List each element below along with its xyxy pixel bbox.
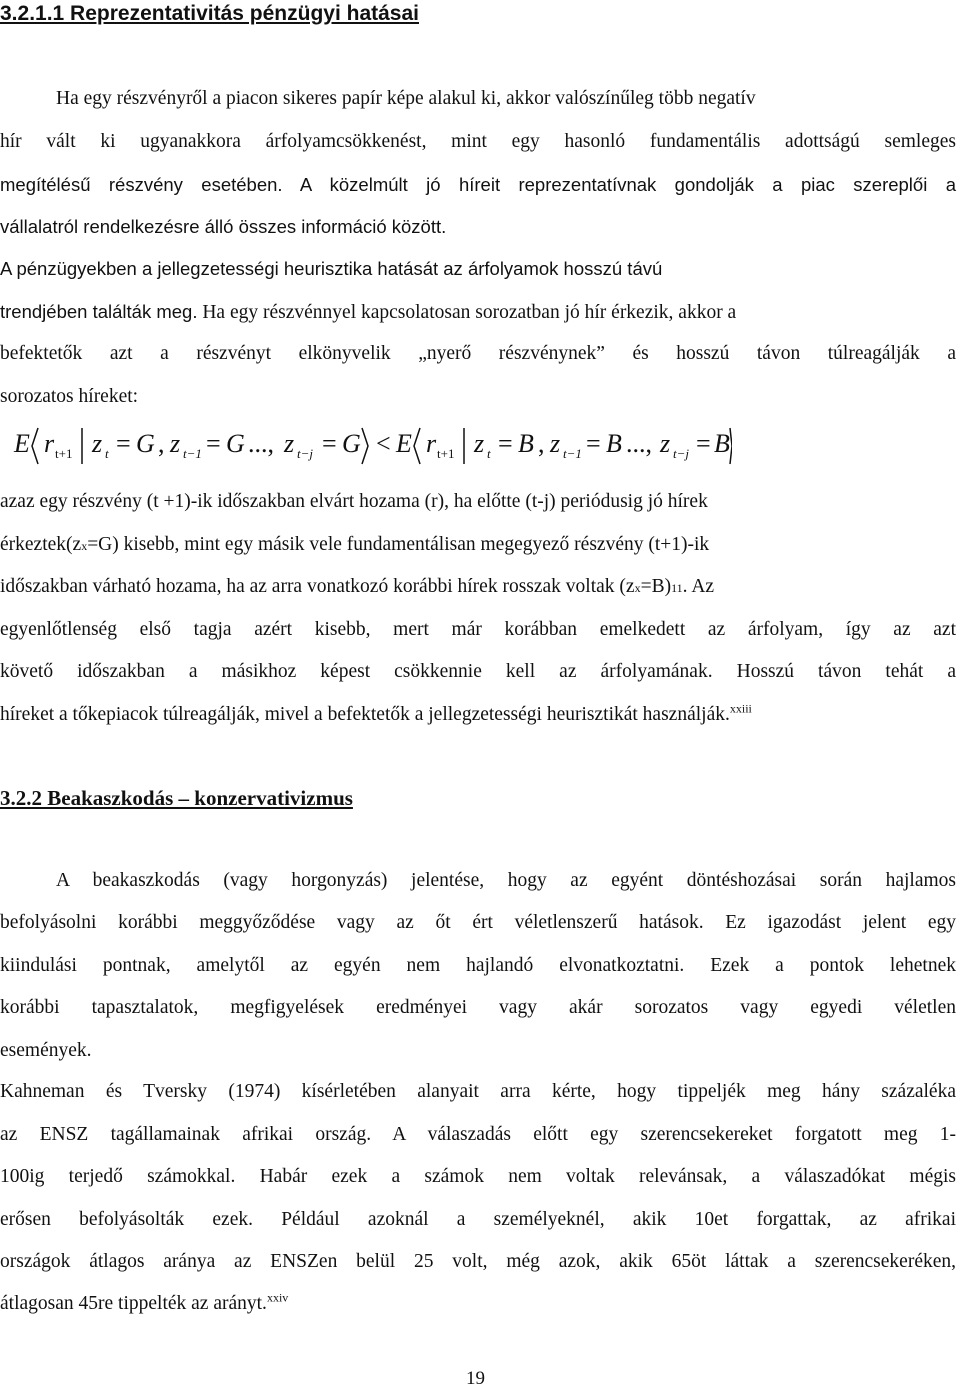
formula-text: t+1 [437,446,455,461]
footnote-ref: xxiii [729,701,752,716]
paragraph-line: befolyásolni korábbi meggyőződése vagy az őt ért véletlenszerű hatások. Ez igazodást jelent egy [0,912,956,933]
formula-text: E [14,429,30,458]
svg-text:,: , [538,429,545,458]
formula-text: t−j [673,446,689,461]
svg-text:=: = [696,429,711,458]
formula-text: B [714,429,730,458]
paragraph-line: az ENSZ tagállamainak afrikai ország. A válaszadás előtt egy szerencsekereket forgatott meg 1- [0,1124,956,1145]
paragraph-line: kiindulási pontnak, amelytől az egyén nem hajlandó elvonatkoztatni. Ezek a pontok lehetnek [0,955,956,976]
paragraph-segment: időszakban várható hozama, ha az arra vonatkozó korábbi hírek rosszak voltak (z [0,576,635,597]
footnote-ref: xxiv [266,1290,289,1305]
page-number: 19 [466,1368,485,1389]
formula-text: z [660,429,671,458]
formula-text: ..., [248,429,274,458]
paragraph-line: sorozatos híreket: [0,386,139,407]
formula-text: z [170,429,181,458]
paragraph-line: A pénzügyekben a jellegzetességi heurisztika hatását az árfolyamok hosszú távú [0,258,663,279]
paragraph-segment: =G) kisebb, mint egy másik vele fundamentálisan megegyező részvény (t+1)-ik [87,534,710,555]
formula-text: r [44,429,55,458]
paragraph-line [0,701,752,726]
paragraph-segment: Ha egy részvénnyel kapcsolatosan sorozatban jó hír érkezik, akkor a [197,302,737,323]
formula-text: < [376,429,391,458]
footnote-ref: 11 [671,581,683,595]
paragraph-segment: híreket a tőkepiacok túlreagálják, mivel a befektetők a jellegzetességi heurisztikát használják. [0,704,730,725]
paragraph-segment: . Az [682,576,715,597]
subscript: x [81,539,88,553]
formula-text: t−1 [183,446,202,461]
svg-text:=: = [206,429,221,458]
section-heading: 3.2.1.1 Reprezentativitás pénzügyi hatásai [0,2,419,25]
paragraph-segment: trendjében találták meg. [0,301,198,322]
paragraph-segment: érkeztek(z [0,534,82,555]
formula-text: G [226,429,245,458]
svg-text:=: = [322,429,337,458]
paragraph-line: befektetők azt a részvényt elkönyvelik „nyerő részvénynek” és hosszú távon túlreagálják a [0,343,956,364]
paragraph-line: erősen befolyásolták ezek. Például azoknál a személyeknél, akik 10et forgattak, az afrikai [0,1209,956,1230]
paragraph-line: országok átlagos aránya az ENSZen belül 25 volt, még azok, akik 65öt láttak a szerencsekeréken, [0,1251,956,1272]
formula-text: G [342,429,361,458]
paragraph-line: Kahneman és Tversky (1974) kísérletében alanyait arra kérte, hogy tippeljék meg hány százaléka [0,1081,956,1102]
subscript: x [634,581,641,595]
paragraph-line [0,534,709,557]
paragraph-line [0,1290,289,1315]
paragraph-line: A beakaszkodás (vagy horgonyzás) jelentése, hogy az egyént döntéshozásai során hajlamos [56,870,956,891]
paragraph-line: események. [0,1040,92,1061]
formula-text: z [474,429,485,458]
inequality-formula [12,420,732,468]
formula-text: z [284,429,295,458]
paragraph-line [0,576,714,599]
paragraph-line: megítélésű részvény esetében. A közelmúlt jó híreit reprezentatívnak gondolják a piac szereplői a [0,174,956,195]
formula-text: ..., [626,429,652,458]
formula-text: B [518,429,534,458]
formula-text: t [105,446,109,461]
formula-text: G [136,429,155,458]
paragraph-line [0,301,956,324]
paragraph-line: hír vált ki ugyanakkora árfolyamcsökkenést, mint egy hasonló fundamentális adottságú semleges [0,131,956,152]
svg-text:,: , [158,429,165,458]
paragraph-line: vállalatról rendelkezésre álló összes információ között. [0,216,447,237]
svg-text:=: = [498,429,513,458]
formula-text: E [396,429,412,458]
paragraph-line: 100ig terjedő számokkal. Habár ezek a számok nem voltak relevánsak, a válaszadókat mégis [0,1166,956,1187]
formula-text: t [487,446,491,461]
paragraph-line: egyenlőtlenség első tagja azért kisebb, mert már korábban emelkedett az árfolyam, így az azt [0,619,956,640]
paragraph-line: követő időszakban a másikhoz képest csökkennie kell az árfolyamának. Hosszú távon tehát a [0,661,956,682]
svg-text:=: = [586,429,601,458]
paragraph-segment: átlagosan 45re tippelték az arányt. [0,1293,267,1314]
paragraph-line: azaz egy részvény (t +1)-ik időszakban elvárt hozama (r), ha előtte (t-j) periódusig jó hírek [0,491,708,512]
formula-text: z [550,429,561,458]
formula-text: z [92,429,103,458]
formula-text: t+1 [55,446,73,461]
svg-text:=: = [116,429,131,458]
formula-text: t−j [297,446,313,461]
paragraph-line: korábbi tapasztalatok, megfigyelések eredményei vagy akár sorozatos vagy egyedi véletlen [0,997,956,1018]
formula-text: t−1 [563,446,582,461]
paragraph-line: Ha egy részvényről a piacon sikeres papír képe alakul ki, akkor valószínűleg több negatív [56,88,756,109]
paragraph-segment: =B) [640,576,672,597]
formula-text: r [426,429,437,458]
section-heading: 3.2.2 Beakaszkodás – konzervativizmus [0,786,353,810]
formula-text: B [606,429,622,458]
